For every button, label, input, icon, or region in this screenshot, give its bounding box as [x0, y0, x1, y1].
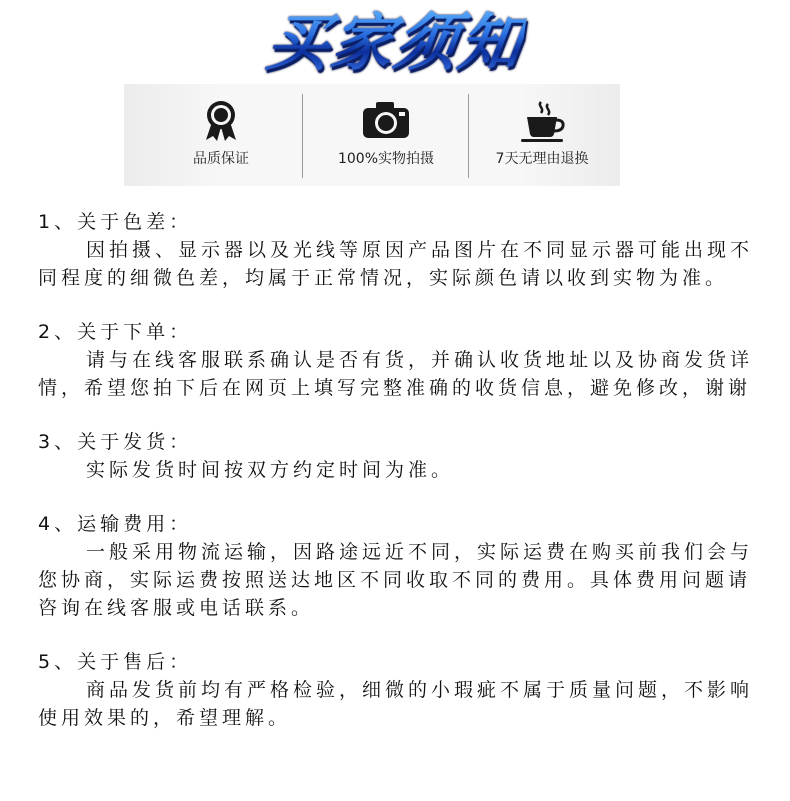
badge-7-day-return	[472, 84, 612, 186]
notice-section-color-difference	[38, 208, 772, 292]
section-body: 请与在线客服联系确认是否有货，并确认收货地址以及协商发货详情，希望您拍下后在网页上填写完整准确的收货信息，避免修改，谢谢	[38, 349, 754, 399]
section-heading: 4、运输费用：	[38, 513, 193, 535]
notice-section-after-sales	[38, 648, 772, 732]
badge-quality-guarantee	[144, 84, 298, 186]
badge-real-photos	[306, 84, 466, 186]
badge-label: 品质保证	[193, 151, 249, 167]
section-heading: 5、关于售后：	[38, 651, 193, 673]
divider	[468, 94, 469, 178]
notice-section-shipping	[38, 428, 772, 484]
header	[0, 0, 790, 86]
section-body: 商品发货前均有严格检验，细微的小瑕疵不属于质量问题，不影响使用效果的，希望理解。	[38, 679, 754, 729]
badge-label: 7天无理由退换	[495, 151, 589, 167]
page-title: 买家须知	[261, 6, 529, 79]
section-heading: 3、关于发货：	[38, 431, 193, 453]
service-badge-strip	[124, 84, 620, 186]
coffee-cup-icon	[517, 100, 567, 148]
notice-section-freight	[38, 510, 772, 622]
award-ribbon-icon	[201, 100, 241, 146]
notice-section-ordering	[38, 318, 772, 402]
section-body: 一般采用物流运输，因路途远近不同，实际运费在购买前我们会与您协商，实际运费按照送达地区不同收取不同的费用。具体费用问题请咨询在线客服或电话联系。	[38, 541, 754, 619]
badge-label: 100%实物拍摄	[337, 151, 435, 167]
section-heading: 1、关于色差：	[38, 211, 193, 233]
camera-icon	[361, 100, 411, 144]
divider	[302, 94, 303, 178]
section-body: 因拍摄、显示器以及光线等原因产品图片在不同显示器可能出现不同程度的细微色差，均属于正常情况，实际颜色请以收到实物为准。	[38, 239, 754, 289]
section-heading: 2、关于下单：	[38, 321, 193, 343]
section-body: 实际发货时间按双方约定时间为准。	[86, 459, 455, 481]
notice-content	[38, 208, 772, 732]
